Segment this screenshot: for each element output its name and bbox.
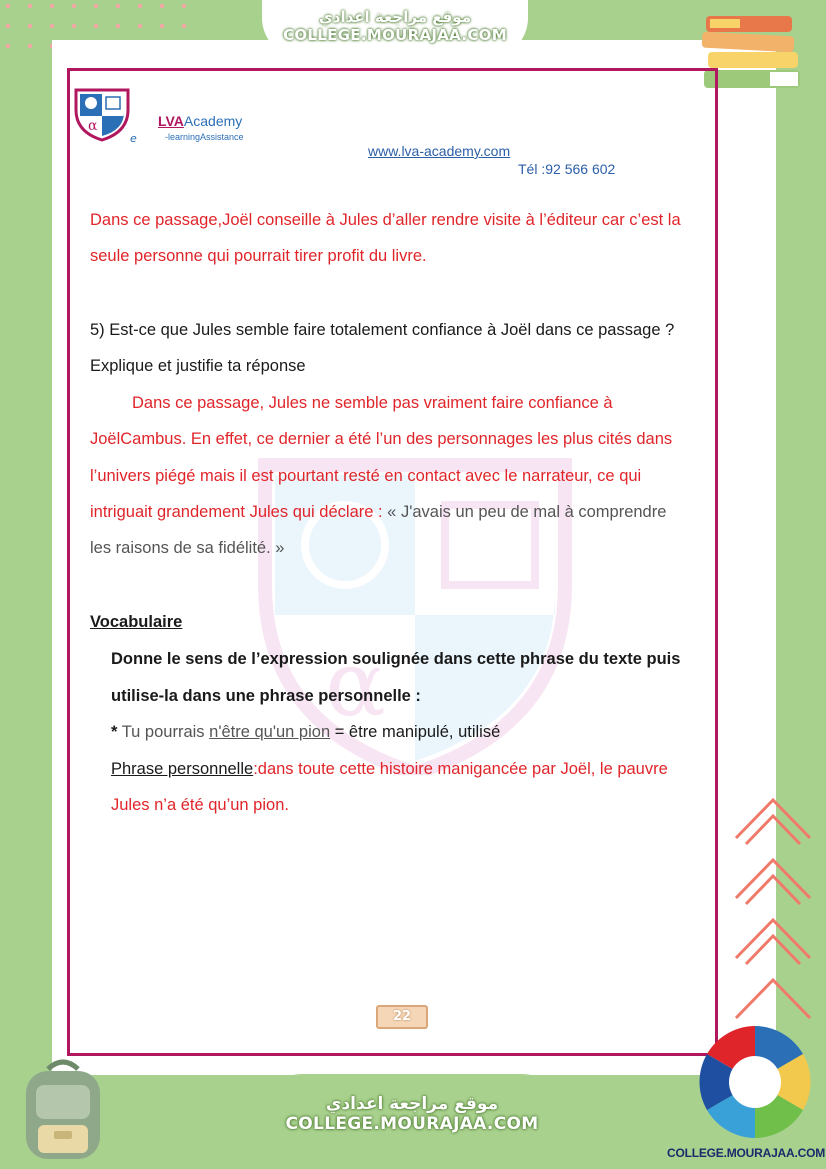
- top-site-title[interactable]: [262, 8, 528, 44]
- vocabulary-heading: Vocabulaire: [90, 613, 183, 631]
- vocab-expression: n'être qu'un pion: [209, 723, 331, 741]
- brand-name: [158, 113, 242, 129]
- answer5-line4-red: intriguait grandement Jules qui déclare :: [90, 503, 383, 521]
- site-domain-bottom: COLLEGE.MOURAJAA.COM: [285, 1114, 539, 1134]
- school-subjects-wheel-icon: [695, 1022, 815, 1142]
- website-link[interactable]: www.lva-academy.com: [368, 143, 511, 159]
- lva-academy-logo: [72, 86, 132, 142]
- svg-text:α: α: [88, 118, 98, 134]
- vocab-instruction-line1: Donne le sens de l’expression soulignée dans cette phrase du texte puis: [111, 650, 681, 668]
- quote-start: « J'avais un peu de mal à comprendre: [382, 503, 667, 521]
- phrase-personnelle-text: :dans toute cette histoire manigancée par Joël, le pauvre: [253, 760, 668, 778]
- phrase-personnelle-line1: [111, 751, 668, 788]
- answer4-line2: seule personne qui pourrait tirer profit du livre.: [90, 247, 427, 265]
- vocab-instruction-line2: utilise-la dans une phrase personnelle :: [111, 687, 421, 705]
- brand-e-letter: e: [130, 132, 137, 145]
- brand-academy: Academy: [183, 113, 243, 129]
- svg-text:α: α: [325, 632, 386, 737]
- vocab-example: [111, 714, 500, 751]
- question5-line2: Explique et justifie ta réponse: [90, 357, 306, 375]
- answer5-line1: Dans ce passage, Jules ne semble pas vraiment faire confiance à: [132, 394, 613, 412]
- page-number: 22: [376, 1005, 428, 1029]
- site-domain: COLLEGE.MOURAJAA.COM: [283, 26, 507, 44]
- answer5-line4: [90, 494, 666, 531]
- brand-lva: LVA: [158, 113, 184, 129]
- answer4-line1: Dans ce passage,Joël conseille à Jules d’aller rendre visite à l’éditeur car c’est la: [90, 211, 681, 229]
- brand-subtitle: -learningAssistance: [165, 132, 244, 142]
- answer5-line2: JoëlCambus. En effet, ce dernier a été l’un des personnages les plus cités dans: [90, 430, 673, 448]
- site-title-arabic-bottom: موقع مراجعة اعدادي: [325, 1094, 499, 1114]
- vocab-meaning: = être manipulé, utilisé: [330, 723, 501, 741]
- phrase-personnelle-label: Phrase personnelle: [111, 760, 254, 778]
- answer5-line3: l’univers piégé mais il est pourtant resté en contact avec le narrateur, ce qui: [90, 467, 642, 485]
- backpack-icon: [8, 1055, 118, 1165]
- answer5-line5: les raisons de sa fidélité. »: [90, 539, 285, 557]
- site-title-arabic: موقع مراجعة اعدادي: [319, 8, 471, 26]
- question5-line1: 5) Est-ce que Jules semble faire totalement confiance à Joël dans ce passage ?: [90, 321, 675, 339]
- chevron-up-decoration-icon: [728, 790, 818, 1030]
- telephone-number: Tél :92 566 602: [518, 161, 616, 177]
- corner-site-label[interactable]: COLLEGE.MOURAJAA.COM: [667, 1146, 826, 1160]
- vocab-sentence-start: Tu pourrais: [117, 723, 210, 741]
- bullet-star: *: [111, 723, 118, 741]
- phrase-personnelle-line2: Jules n’a été qu’un pion.: [111, 796, 289, 814]
- bottom-site-title[interactable]: [262, 1094, 562, 1134]
